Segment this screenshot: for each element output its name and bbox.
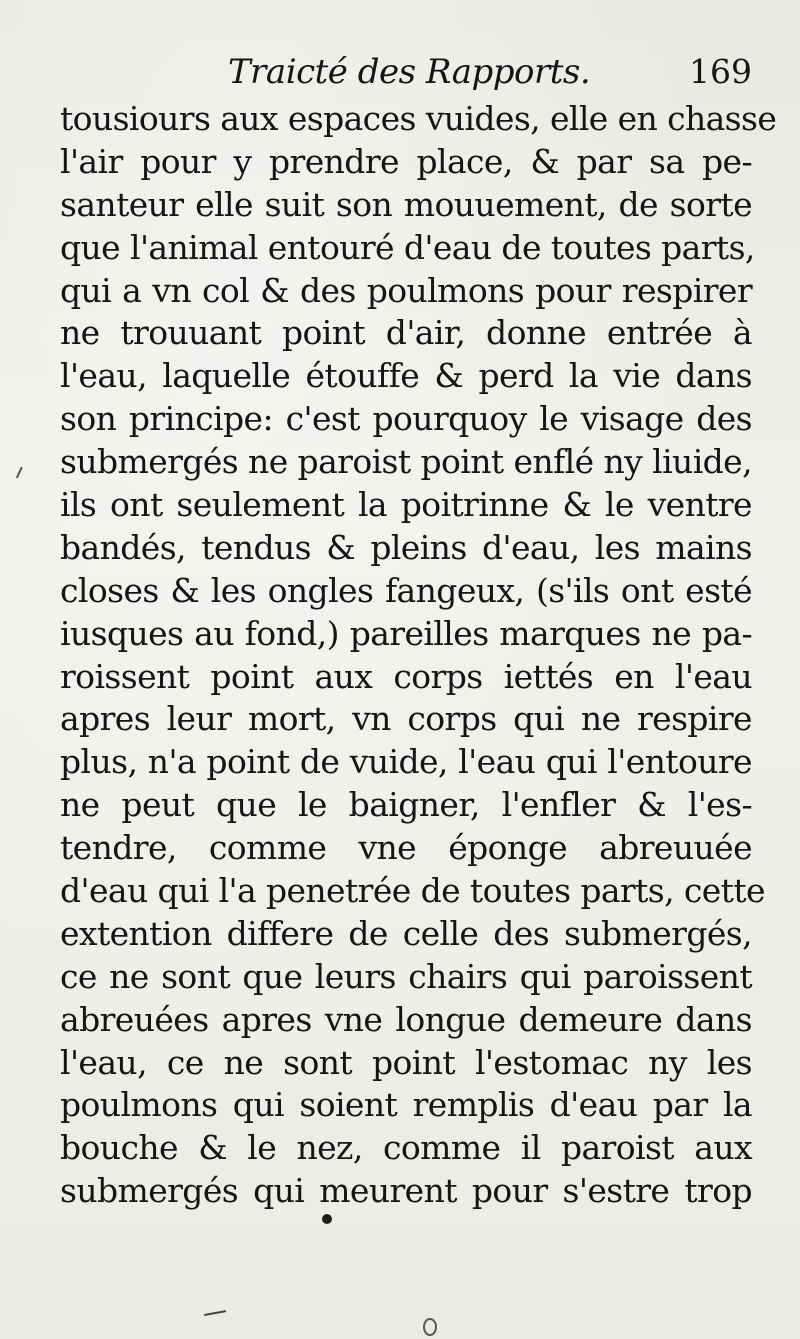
page-header — [0, 48, 800, 96]
margin-speck — [16, 467, 29, 482]
text-line: l'eau, laquelle étouffe & perd la vie dans — [60, 356, 752, 396]
text-line: bandés, tendus & pleins d'eau, les mains — [60, 527, 752, 567]
text-line: apres leur mort, vn corps qui ne respire — [60, 699, 752, 739]
bottom-ink-mark — [423, 1318, 437, 1336]
text-line: extention differe de celle des submergés, — [60, 913, 752, 953]
body-text — [60, 98, 777, 1213]
text-line: closes & les ongles fangeux, (s'ils ont esté — [60, 570, 752, 610]
text-line: submergés qui meurent pour s'estre trop — [60, 1171, 752, 1211]
text-line: abreuées apres vne longue demeure dans — [60, 999, 752, 1039]
text-line: roissent point aux corps iettés en l'eau — [60, 656, 752, 696]
text-line: d'eau qui l'a penetrée de toutes parts, cette — [60, 871, 765, 911]
text-line: santeur elle suit son mouuement, de sorte — [60, 184, 752, 224]
text-line: l'air pour y prendre place, & par sa pe- — [60, 141, 752, 181]
footer-ink-dot — [322, 1214, 332, 1224]
text-line: ne trouuant point d'air, donne entrée à — [60, 313, 752, 353]
text-line: son principe: c'est pourquoy le visage des — [60, 399, 752, 439]
page-number: 169 — [689, 52, 752, 91]
bottom-speck — [204, 1310, 228, 1326]
text-line: ils ont seulement la poitrinne & le ventre — [60, 485, 752, 525]
text-line: tendre, comme vne éponge abreuuée — [60, 828, 752, 868]
text-line: qui a vn col & des poulmons pour respirer — [60, 270, 752, 310]
text-line: poulmons qui soient remplis d'eau par la — [60, 1085, 752, 1125]
text-line: que l'animal entouré d'eau de toutes parts, — [60, 227, 755, 267]
text-line: iusques au fond,) pareilles marques ne pa- — [60, 613, 752, 653]
text-line: l'eau, ce ne sont point l'estomac ny les — [60, 1042, 752, 1082]
text-line: ce ne sont que leurs chairs qui paroissent — [60, 956, 752, 996]
text-line: ne peut que le baigner, l'enfler & l'es- — [60, 785, 752, 825]
text-line: plus, n'a point de vuide, l'eau qui l'entoure — [60, 742, 752, 782]
running-title: Traicté des Rapports. — [228, 52, 591, 92]
text-line: tousiours aux espaces vuides, elle en chasse — [60, 99, 777, 138]
text-line: submergés ne paroist point enflé ny liuide, — [60, 442, 752, 482]
text-line: bouche & le nez, comme il paroist aux — [60, 1128, 752, 1168]
